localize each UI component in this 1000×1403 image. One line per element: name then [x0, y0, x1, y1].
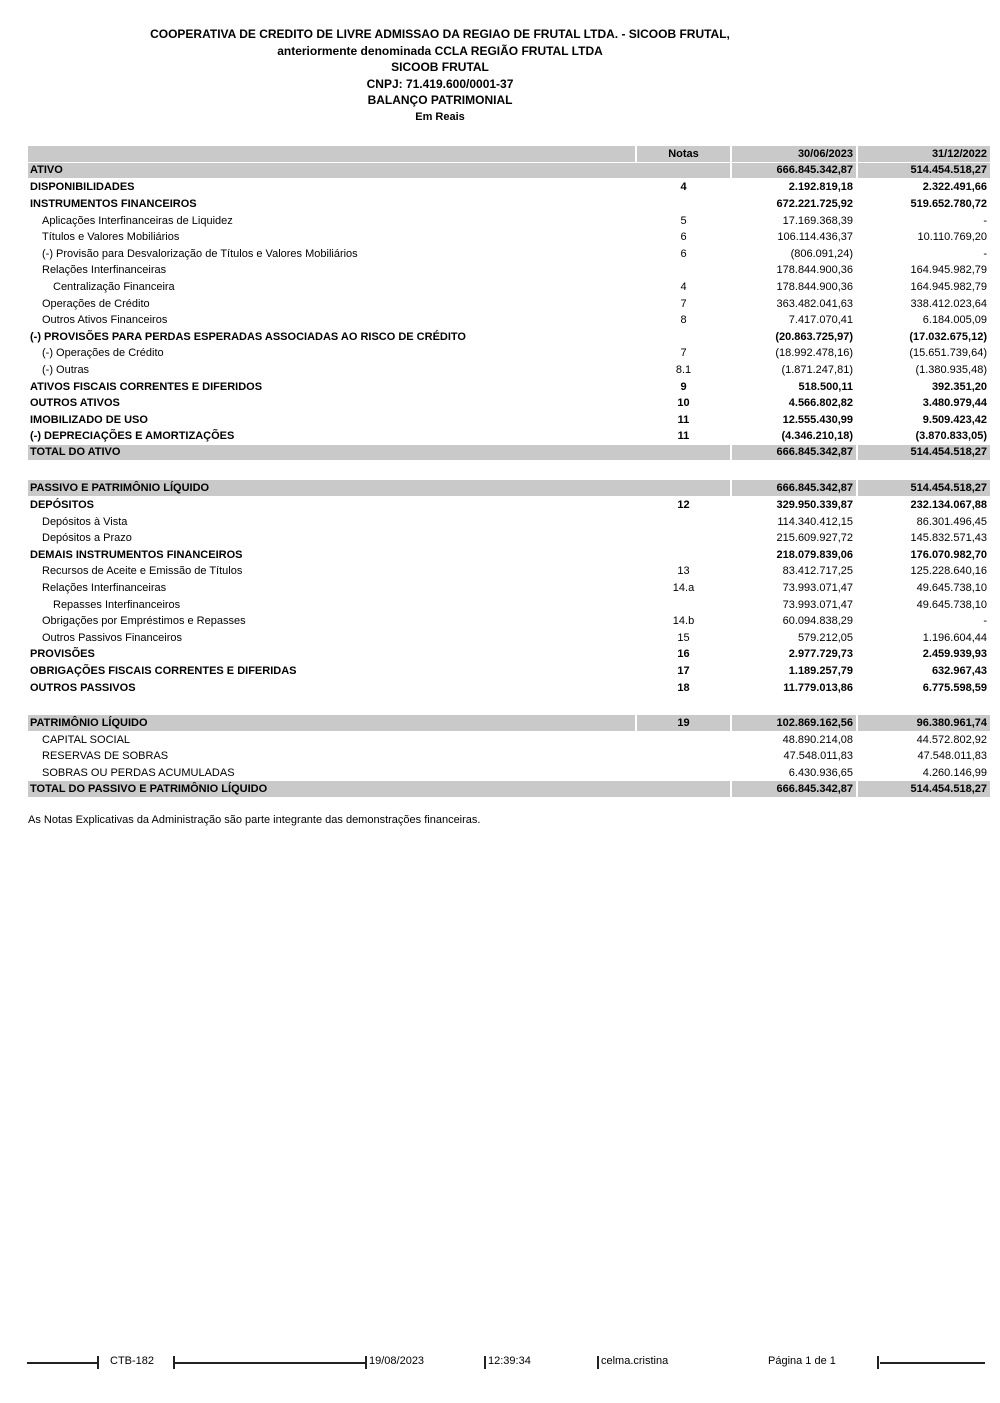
value-2022: -	[983, 615, 987, 628]
value-2023: 666.845.342,87	[730, 480, 856, 496]
value-2022: 96.380.961,74	[856, 715, 990, 731]
value-2023: 4.566.802,82	[788, 397, 853, 410]
table-row	[28, 345, 990, 362]
table-row	[28, 246, 990, 263]
row-label: (-) PROVISÕES PARA PERDAS ESPERADAS ASSOCIADAS AO RISCO DE CRÉDITO	[30, 330, 466, 343]
table-row	[28, 613, 990, 630]
value-2023: 666.845.342,87	[730, 444, 856, 460]
value-2022: 6.184.005,09	[922, 314, 987, 327]
row-label: Outros Passivos Financeiros	[42, 631, 182, 644]
row-label: Relações Interfinanceiras	[42, 582, 167, 595]
section-gap	[28, 461, 990, 480]
row-label: PATRIMÔNIO LÍQUIDO	[30, 716, 148, 729]
value-2023: 218.079.839,06	[776, 548, 853, 561]
table-row	[28, 329, 990, 346]
value-2022: 49.645.738,10	[916, 598, 987, 611]
value-2023: 2.977.729,73	[788, 648, 853, 661]
table-row	[28, 630, 990, 647]
row-label: IMOBILIZADO DE USO	[30, 413, 148, 426]
table-row	[28, 179, 990, 196]
value-2022: 164.945.982,79	[910, 264, 987, 277]
row-label: Operações de Crédito	[42, 297, 150, 310]
table-row	[28, 732, 990, 749]
value-2022: 47.548.011,83	[917, 750, 987, 763]
note-ref: 15	[677, 631, 690, 644]
row-label: TOTAL DO PASSIVO E PATRIMÔNIO LÍQUIDO	[30, 783, 268, 796]
note-ref: 11	[677, 430, 690, 443]
table-row	[28, 262, 990, 279]
value-2022: 9.509.423,42	[922, 413, 987, 426]
value-2023: 178.844.900,36	[776, 280, 853, 293]
table-row	[28, 748, 990, 765]
footer-tick	[597, 1356, 599, 1369]
row-label: PASSIVO E PATRIMÔNIO LÍQUIDO	[30, 481, 210, 494]
value-2023: 329.950.339,87	[776, 499, 853, 512]
row-label: (-) Operações de Crédito	[42, 347, 164, 360]
row-label: INSTRUMENTOS FINANCEIROS	[30, 197, 197, 210]
row-label: CAPITAL SOCIAL	[42, 733, 131, 746]
value-2023: 7.417.070,41	[788, 314, 853, 327]
table-row	[28, 445, 990, 462]
value-2022: 514.454.518,27	[856, 781, 990, 797]
value-2023: 12.555.430,99	[782, 413, 853, 426]
table-row	[28, 547, 990, 564]
table-row	[28, 596, 990, 613]
note-ref: 10	[677, 397, 690, 410]
row-label: (-) Provisão para Desvalorização de Títulos e Valores Mobiliários	[42, 247, 358, 260]
table-row	[28, 765, 990, 782]
value-2023: 48.890.214,08	[782, 733, 853, 746]
value-2023: 518.500,11	[798, 380, 853, 393]
value-2023: 672.221.725,92	[776, 197, 853, 210]
row-label: OBRIGAÇÕES FISCAIS CORRENTES E DIFERIDAS	[30, 665, 297, 677]
table-row	[28, 781, 990, 798]
note-ref: 8	[680, 314, 687, 327]
note-ref: 11	[677, 413, 690, 426]
explanatory-footnote: As Notas Explicativas da Administração são parte integrante das demonstrações financeiras.	[28, 814, 481, 826]
value-2023: 11.779.013,86	[783, 681, 853, 694]
print-date: 19/08/2023	[369, 1355, 425, 1367]
note-ref: 5	[680, 214, 687, 227]
row-label: PROVISÕES	[30, 648, 95, 661]
row-label: TOTAL DO ATIVO	[30, 446, 121, 459]
value-2023: 2.192.819,18	[788, 181, 853, 194]
table-row	[28, 362, 990, 379]
value-2023: 666.845.342,87	[730, 781, 856, 797]
footer-rule-left	[27, 1362, 97, 1364]
note-ref: 14.a	[672, 582, 695, 595]
row-label: Relações Interfinanceiras	[42, 264, 167, 277]
value-2022: 125.228.640,16	[910, 565, 987, 578]
table-row	[28, 378, 990, 395]
row-label: (-) Outras	[42, 363, 90, 376]
row-label: DEMAIS INSTRUMENTOS FINANCEIROS	[30, 548, 243, 561]
table-row	[28, 312, 990, 329]
row-label: DEPÓSITOS	[30, 499, 94, 512]
row-label: ATIVOS FISCAIS CORRENTES E DIFERIDOS	[30, 380, 263, 393]
value-2023: 6.430.936,65	[788, 766, 853, 779]
table-row	[28, 497, 990, 514]
value-2023: 106.114.436,37	[777, 231, 853, 244]
value-2023: (806.091,24)	[790, 247, 853, 260]
row-label: Repasses Interfinanceiros	[53, 598, 181, 611]
value-2023: (4.346.210,18)	[781, 430, 853, 443]
value-2022: 145.832.571,43	[910, 532, 987, 545]
table-row	[28, 530, 990, 547]
footer-tick	[484, 1356, 486, 1369]
trade-name: SICOOB FRUTAL	[391, 60, 489, 75]
note-ref: 14.b	[672, 615, 695, 628]
note-ref: 16	[677, 648, 690, 661]
cnpj-line: CNPJ: 71.419.600/0001-37	[366, 76, 514, 91]
note-ref: 12	[677, 499, 690, 512]
value-2022: 6.775.598,59	[922, 681, 987, 694]
value-2022: 4.260.146,99	[922, 766, 987, 779]
row-label: ATIVO	[30, 164, 63, 177]
footer-tick	[365, 1356, 367, 1369]
table-row	[28, 279, 990, 296]
footer-tick	[877, 1356, 879, 1369]
value-2022: 519.652.780,72	[910, 197, 987, 210]
table-row	[28, 663, 990, 680]
table-row	[28, 646, 990, 663]
value-2022: 3.480.979,44	[922, 397, 987, 410]
table-row	[28, 212, 990, 229]
note-ref: 19	[635, 715, 730, 731]
report-code: CTB-182	[110, 1355, 155, 1367]
former-name-line: anteriormente denominada CCLA REGIÃO FRUTAL LTDA	[277, 43, 603, 58]
value-2022: 392.351,20	[931, 380, 987, 393]
value-2023: 17.169.368,39	[782, 214, 853, 227]
row-label: SOBRAS OU PERDAS ACUMULADAS	[42, 766, 235, 779]
value-2023: (18.992.478,16)	[775, 347, 853, 360]
table-row	[28, 295, 990, 312]
company-name-line: COOPERATIVA DE CREDITO DE LIVRE ADMISSAO DA REGIAO DE FRUTAL LTDA. - SICOOB FRUTAL,	[150, 27, 730, 41]
table-row	[28, 229, 990, 246]
value-2023: 178.844.900,36	[776, 264, 853, 277]
value-2022: (3.870.833,05)	[915, 430, 987, 443]
table-body	[28, 163, 990, 798]
print-time: 12:39:34	[488, 1355, 531, 1367]
note-ref: 9	[680, 380, 687, 393]
table-row	[28, 428, 990, 445]
header-date2-cell: 31/12/2022	[856, 146, 990, 162]
row-label: Recursos de Aceite e Emissão de Títulos	[42, 565, 243, 578]
value-2023: (1.871.247,81)	[781, 363, 853, 376]
row-label: Centralização Financeira	[53, 280, 175, 293]
row-label: (-) DEPRECIAÇÕES E AMORTIZAÇÕES	[30, 430, 235, 443]
row-label: OUTROS PASSIVOS	[30, 681, 136, 694]
row-label: Outros Ativos Financeiros	[42, 314, 168, 327]
value-2023: 83.412.717,25	[782, 565, 853, 578]
value-2022: 2.322.491,66	[922, 181, 987, 194]
value-2023: 1.189.257,79	[788, 665, 853, 677]
value-2022: 514.454.518,27	[856, 162, 990, 178]
note-ref: 6	[680, 247, 687, 260]
header-notes-cell: Notas	[635, 146, 730, 162]
value-2023: 114.340.412,15	[777, 515, 853, 528]
footer-rule-right	[880, 1362, 985, 1364]
value-2022: 2.459.939,93	[922, 648, 987, 661]
table-row	[28, 163, 990, 180]
note-ref: 6	[680, 231, 687, 244]
value-2022: (15.651.739,64)	[909, 347, 987, 360]
footer-tick	[97, 1356, 99, 1369]
value-2023: 579.212,05	[797, 631, 853, 644]
value-2023: (20.863.725,97)	[775, 330, 853, 343]
value-2022: -	[983, 214, 987, 227]
value-2022: 632.967,43	[931, 665, 987, 677]
value-2022: 1.196.604,44	[922, 631, 987, 644]
value-2022: 164.945.982,79	[910, 280, 987, 293]
value-2022: -	[983, 247, 987, 260]
value-2022: (1.380.935,48)	[915, 363, 987, 376]
value-2023: 73.993.071,47	[782, 582, 853, 595]
value-2023: 666.845.342,87	[730, 162, 856, 178]
row-label: Depósitos à Vista	[42, 515, 128, 528]
value-2023: 102.869.162,56	[730, 715, 856, 731]
currency-note: Em Reais	[415, 110, 465, 123]
value-2022: 176.070.982,70	[910, 548, 987, 561]
value-2023: 60.094.838,29	[782, 615, 853, 628]
table-row	[28, 715, 990, 732]
report-title: BALANÇO PATRIMONIAL	[367, 93, 513, 108]
value-2022: (17.032.675,12)	[909, 330, 987, 343]
table-row	[28, 563, 990, 580]
table-row	[28, 480, 990, 497]
value-2022: 86.301.496,45	[916, 515, 987, 528]
table-row	[28, 395, 990, 412]
table-row	[28, 513, 990, 530]
value-2022: 338.412.023,64	[910, 297, 987, 310]
header-date1-cell: 30/06/2023	[730, 146, 856, 162]
row-label: Aplicações Interfinanceiras de Liquidez	[42, 214, 233, 227]
page-indicator: Página 1 de 1	[768, 1355, 836, 1367]
value-2022: 10.110.769,20	[917, 231, 987, 244]
row-label: OUTROS ATIVOS	[30, 397, 120, 410]
print-user: celma.cristina	[601, 1355, 669, 1367]
note-ref: 18	[677, 681, 690, 694]
footer-rule-mid	[175, 1362, 365, 1364]
table-header-row	[28, 146, 990, 163]
value-2022: 44.572.802,92	[916, 733, 987, 746]
value-2023: 73.993.071,47	[782, 598, 853, 611]
value-2022: 49.645.738,10	[916, 582, 987, 595]
row-label: DISPONIBILIDADES	[30, 181, 135, 194]
row-label: RESERVAS DE SOBRAS	[42, 750, 169, 763]
note-ref: 4	[680, 181, 687, 194]
report-header	[0, 26, 880, 126]
value-2023: 363.482.041,63	[776, 297, 853, 310]
row-label: Depósitos a Prazo	[42, 532, 132, 545]
note-ref: 13	[677, 565, 690, 578]
note-ref: 8.1	[675, 363, 692, 376]
table-row	[28, 679, 990, 696]
note-ref: 7	[680, 347, 687, 360]
value-2023: 47.548.011,83	[783, 750, 853, 763]
value-2022: 514.454.518,27	[856, 444, 990, 460]
balance-sheet-table	[28, 146, 990, 798]
section-gap	[28, 696, 990, 715]
note-ref: 17	[677, 665, 690, 677]
value-2023: 215.609.927,72	[776, 532, 853, 545]
table-row	[28, 412, 990, 429]
table-row	[28, 196, 990, 213]
note-ref: 4	[680, 280, 687, 293]
print-footer	[0, 1350, 1000, 1380]
table-row	[28, 580, 990, 597]
value-2022: 514.454.518,27	[856, 480, 990, 496]
row-label: Títulos e Valores Mobiliários	[42, 231, 180, 244]
row-label: Obrigações por Empréstimos e Repasses	[42, 615, 246, 628]
note-ref: 7	[680, 297, 687, 310]
value-2022: 232.134.067,88	[910, 499, 987, 512]
